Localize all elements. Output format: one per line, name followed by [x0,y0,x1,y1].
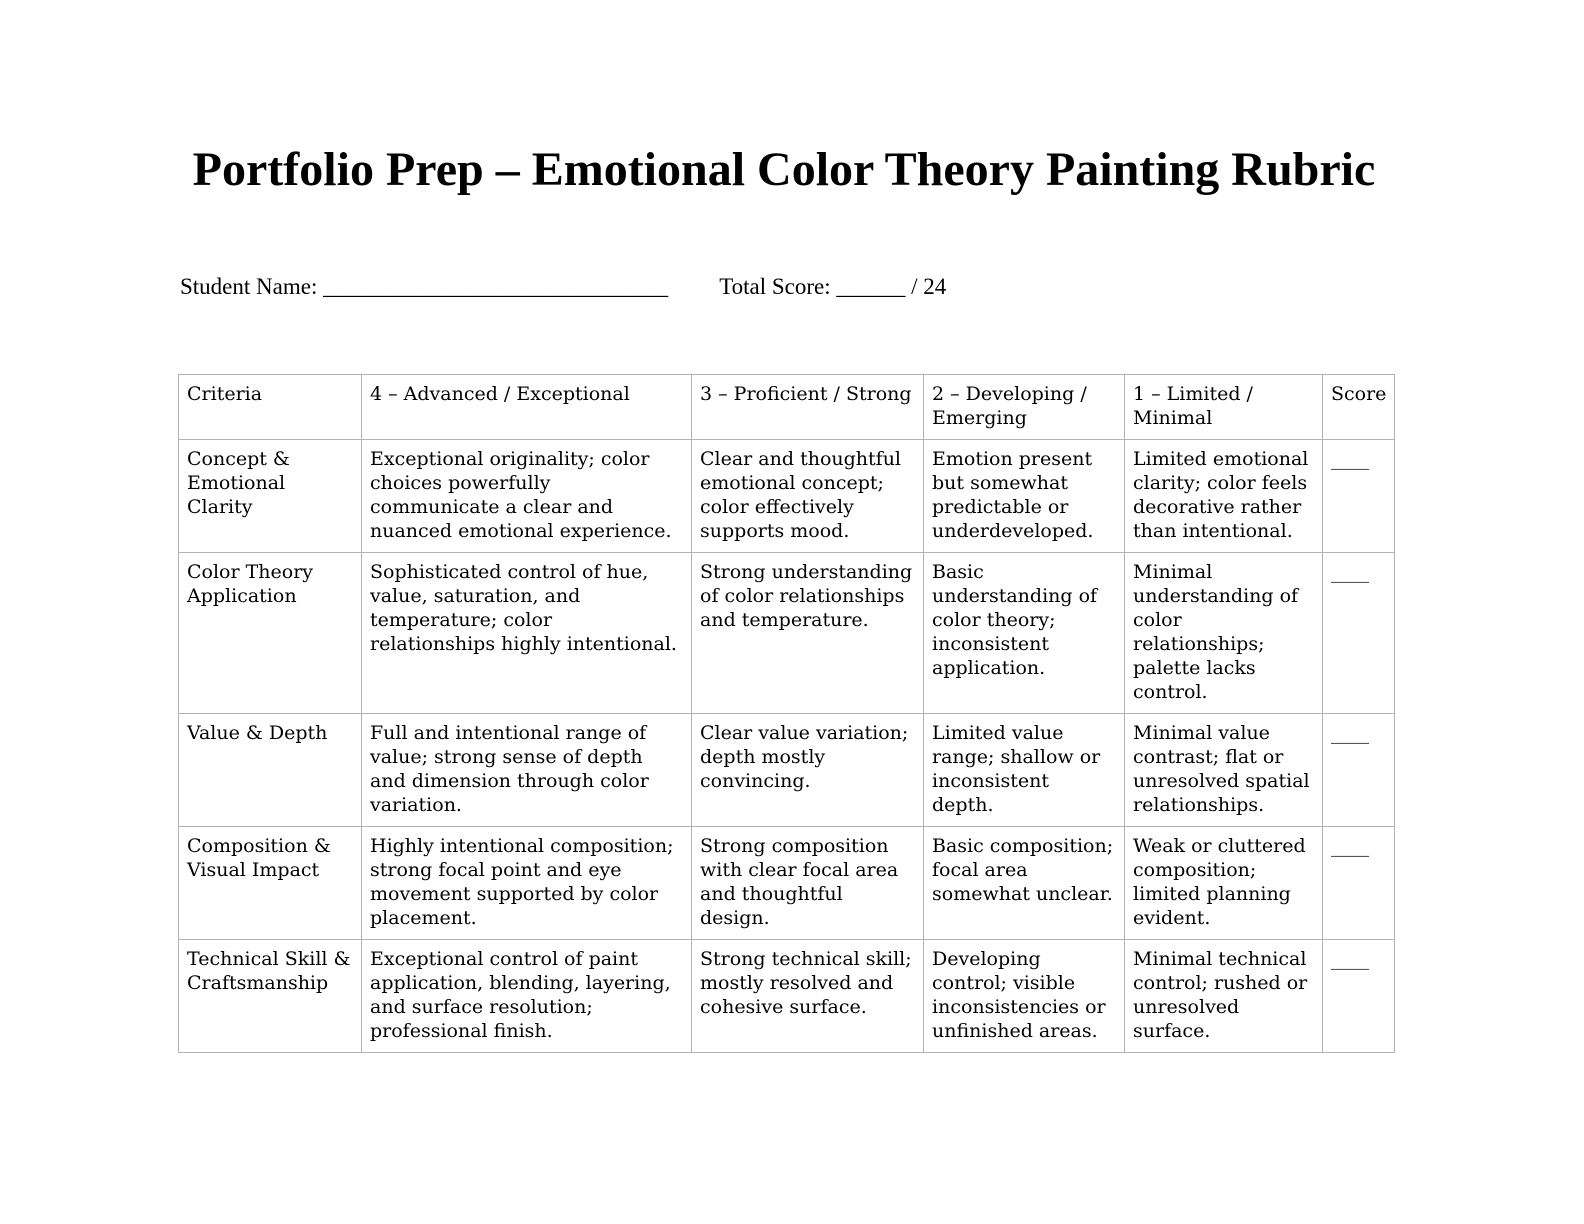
student-name-blank: ______________________________ [323,274,669,299]
header-proficient: 3 – Proficient / Strong [692,375,924,440]
score-cell: ____ [1323,714,1395,827]
page-title: Portfolio Prep – Emotional Color Theory Painting Rubric [192,143,1376,196]
developing-cell: Basic composition; focal area somewhat unclear. [924,827,1125,940]
developing-cell: Limited value range; shallow or inconsistent depth. [924,714,1125,827]
developing-cell: Basic understanding of color theory; inconsistent application. [924,553,1125,714]
table-row [179,827,1395,940]
proficient-cell: Strong technical skill; mostly resolved and cohesive surface. [692,940,924,1053]
advanced-cell: Highly intentional composition; strong focal point and eye movement supported by color placement. [362,827,692,940]
limited-cell: Weak or cluttered composition; limited planning evident. [1125,827,1323,940]
table-row [179,714,1395,827]
total-score-max: / 24 [911,274,947,299]
criteria-cell: Concept & Emotional Clarity [179,440,362,553]
limited-cell: Minimal technical control; rushed or unresolved surface. [1125,940,1323,1053]
criteria-cell: Technical Skill & Craftsmanship [179,940,362,1053]
limited-cell: Limited emotional clarity; color feels decorative rather than intentional. [1125,440,1323,553]
score-cell: ____ [1323,553,1395,714]
rubric-table [178,374,1395,1053]
header-limited: 1 – Limited / Minimal [1125,375,1323,440]
advanced-cell: Exceptional originality; color choices powerfully communicate a clear and nuanced emotional experience. [362,440,692,553]
developing-cell: Developing control; visible inconsistencies or unfinished areas. [924,940,1125,1053]
header-score: Score [1323,375,1395,440]
header-developing: 2 – Developing / Emerging [924,375,1125,440]
proficient-cell: Clear and thoughtful emotional concept; color effectively supports mood. [692,440,924,553]
limited-cell: Minimal value contrast; flat or unresolved spatial relationships. [1125,714,1323,827]
proficient-cell: Strong composition with clear focal area and thoughtful design. [692,827,924,940]
limited-cell: Minimal understanding of color relationships; palette lacks control. [1125,553,1323,714]
developing-cell: Emotion present but somewhat predictable or underdeveloped. [924,440,1125,553]
advanced-cell: Exceptional control of paint application, blending, layering, and surface resolution; professional finish. [362,940,692,1053]
score-cell: ____ [1323,440,1395,553]
advanced-cell: Sophisticated control of hue, value, saturation, and temperature; color relationships highly intentional. [362,553,692,714]
criteria-cell: Value & Depth [179,714,362,827]
student-name-label: Student Name: [180,274,318,299]
student-info-row [180,270,1430,304]
table-row [179,553,1395,714]
proficient-cell: Clear value variation; depth mostly convincing. [692,714,924,827]
table-row [179,440,1395,553]
score-cell: ____ [1323,827,1395,940]
header-criteria: Criteria [179,375,362,440]
score-cell: ____ [1323,940,1395,1053]
total-score-blank: ______ [836,274,906,299]
proficient-cell: Strong understanding of color relationships and temperature. [692,553,924,714]
advanced-cell: Full and intentional range of value; strong sense of depth and dimension through color variation. [362,714,692,827]
table-row [179,940,1395,1053]
header-advanced: 4 – Advanced / Exceptional [362,375,692,440]
total-score-label: Total Score: [719,274,831,299]
criteria-cell: Color Theory Application [179,553,362,714]
header-row [179,375,1395,440]
criteria-cell: Composition & Visual Impact [179,827,362,940]
